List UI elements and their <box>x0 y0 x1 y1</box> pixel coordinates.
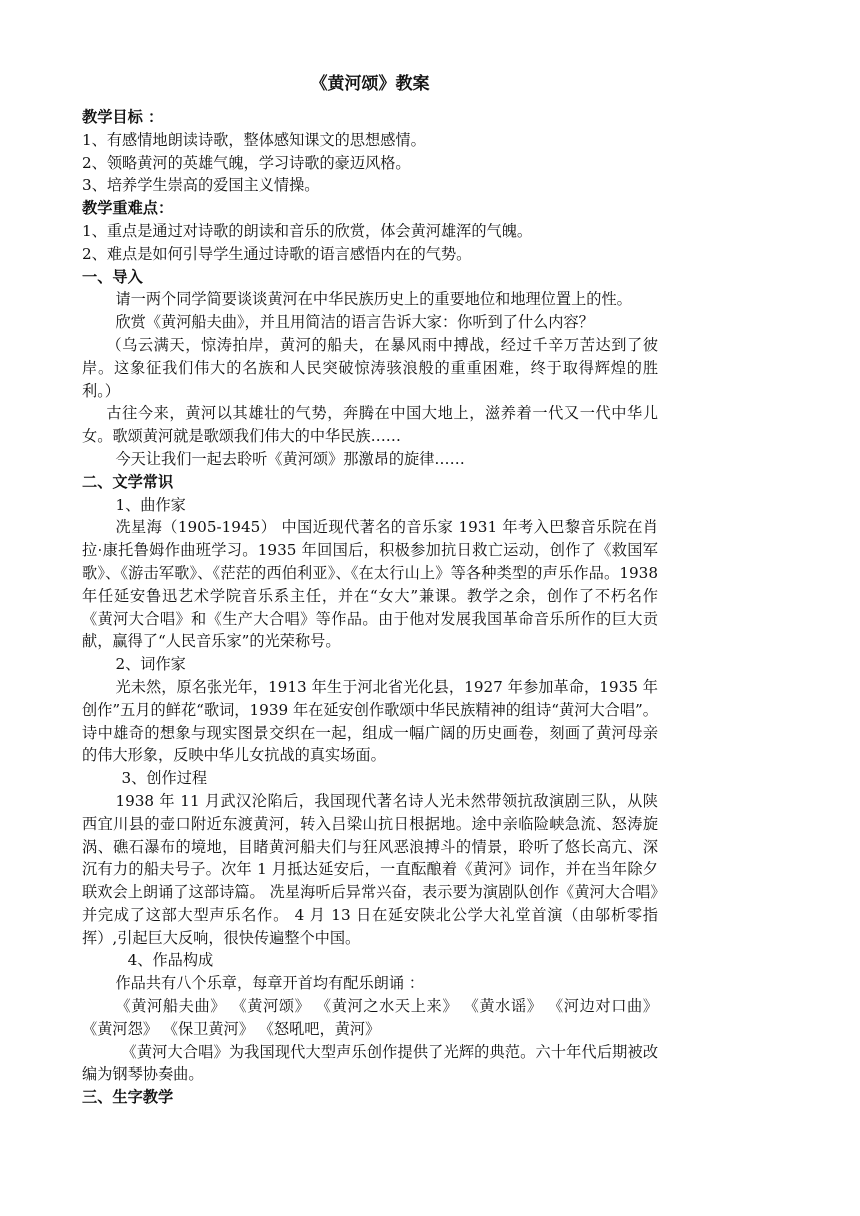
lyricist-paragraph: 光未然，原名张光年，1913 年生于河北省光化县，1927 年参加革命，1935 年创作”五月的鲜花“歌词，1939 年在延安创作歌颂中华民族精神的组诗“黄河大合唱”。 诗中雄奇的想象与现实图景交织在一起，组成一幅广阔的历史画卷，刻画了黄河母亲的伟大形象，反映中华儿女抗战的真实场面。 <box>82 677 658 765</box>
intro-paragraph: 欣赏《黄河船夫曲》，并且用简洁的语言告诉大家：你听到了什么内容？ <box>115 313 594 332</box>
objective-item: 2、领略黄河的英雄气魄，学习诗歌的豪迈风格。 <box>82 153 411 172</box>
document-title: 《黄河颂》教案 <box>310 74 430 94</box>
subheading-composer: 1、曲作家 <box>115 495 186 514</box>
composer-paragraph: 冼星海（1905-1945） 中国近现代著名的音乐家 1931 年考入巴黎音乐院在肖拉·康托鲁姆作曲班学习。1935 年回国后，积极参加抗日救亡运动，创作了《救国军歌》、《游击军歌》、《茫茫的西伯利亚》、《在太行山上》等各种类型的声乐作品。1938 年任延安鲁迅艺术学院音乐系主任，并在“女大”兼课。教学之余，创作了不朽名作《黄河大合唱》和《生产大合唱》等作品。由于他对发展我国革命音乐所作的巨大贡献，赢得了“人民音乐家”的光荣称号。 <box>82 518 658 651</box>
subheading-creation: 3、创作过程 <box>121 769 208 788</box>
objectives-heading: 教学目标 ： <box>82 108 164 126</box>
section-heading-literature: 二、文学常识 <box>82 472 174 491</box>
subheading-lyricist: 2、词作家 <box>115 655 186 674</box>
section-heading-intro: 一、导入 <box>82 267 143 286</box>
intro-paragraph: 古往今来，黄河以其雄壮的气势，奔腾在中国大地上，滋养着一代又一代中华儿女。歌颂黄河就是歌颂我们伟大的中华民族…… <box>82 404 658 446</box>
intro-paragraph: 今天让我们一起去聆听《黄河颂》那激昂的旋律…… <box>115 449 465 468</box>
document-page <box>82 70 658 1109</box>
difficulty-item: 1、重点是通过对诗歌的朗读和音乐的欣赏，体会黄河雄浑的气魄。 <box>82 221 533 240</box>
difficulty-item: 2、难点是如何引导学生通过诗歌的语言感悟内在的气势。 <box>82 244 472 263</box>
intro-paragraph: （乌云满天，惊涛拍岸，黄河的船夫，在暴风雨中搏战，经过千辛万苦达到了彼岸。这象征我们伟大的名族和人民突破惊涛骇浪般的重重困难，终于取得辉煌的胜利。） <box>82 335 658 400</box>
structure-paragraph: 作品共有八个乐章，每章开首均有配乐朗诵 ： <box>115 974 425 993</box>
movement-list: 《黄河船夫曲》 《黄河颂》 《黄河之水天上来》 《黄水谣》 《河边对口曲》 《黄河怨》 《保卫黄河》 《怒吼吧，黄河》 <box>82 997 658 1038</box>
difficulty-heading: 教学重难点： <box>82 199 174 218</box>
section-heading-vocabulary: 三、生字教学 <box>82 1088 174 1107</box>
objective-item: 3、培养学生崇高的爱国主义情操。 <box>82 176 320 195</box>
subheading-structure: 4、作品构成 <box>127 951 214 970</box>
creation-paragraph: 1938 年 11 月武汉沦陷后，我国现代著名诗人光未然带领抗敌演剧三队，从陕西宜川县的壶口附近东渡黄河，转入吕梁山抗日根据地。途中亲临险峡急流、怒涛旋涡、礁石瀑布的境地，目睹黄河船夫们与狂风恶浪搏斗的情景，聆听了悠长高亢、深沉有力的船夫号子。次年 1 月抵达延安后，一直酝酿着《黄河》词作，并在当年除夕联欢会上朗诵了这部诗篇。 冼星海听后异常兴奋，表示要为演剧队创作《黄河大合唱》并完成了这部大型声乐名作。 4 月 13 日在延安陕北公学大礼堂首演（由邬析零指挥）,引起巨大反响，很快传遍整个中国。 <box>82 791 658 947</box>
objective-item: 1、有感情地朗读诗歌，整体感知课文的思想感情。 <box>82 130 426 149</box>
intro-paragraph: 请一两个同学简要谈谈黄河在中华民族历史上的重要地位和地理位置上的性。 <box>115 290 632 309</box>
structure-paragraph: 《黄河大合唱》为我国现代大型声乐创作提供了光辉的典范。六十年代后期被改编为钢琴协奏曲。 <box>82 1042 658 1084</box>
